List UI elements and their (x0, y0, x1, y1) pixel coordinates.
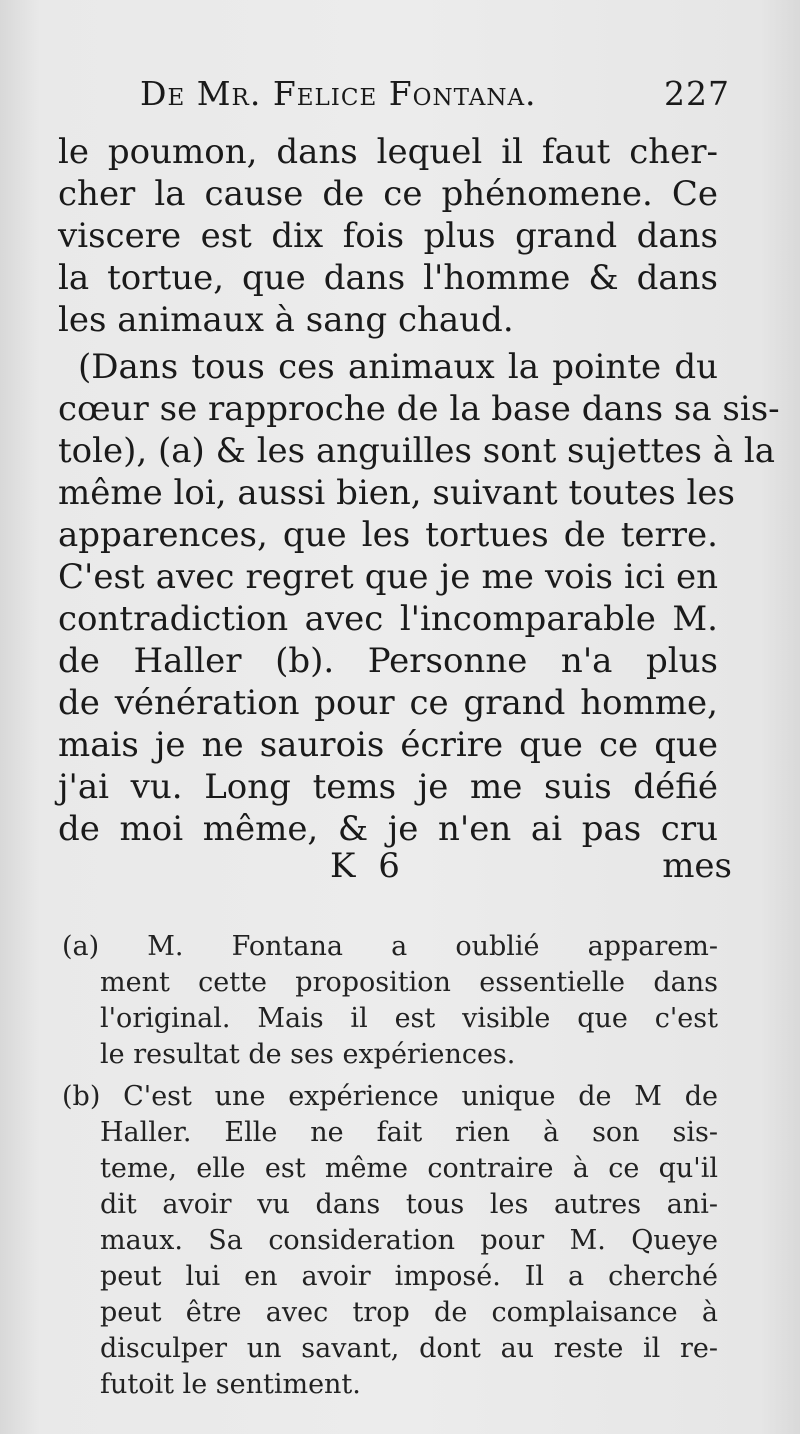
body-line: de moi même, & je n'en ai pas cru (58, 809, 718, 849)
body-line: mais je ne saurois écrire que ce que (58, 725, 718, 765)
footnote-line: teme, elle est même contraire à ce qu'il (100, 1153, 718, 1184)
body-line: cher la cause de ce phénomene. Ce (58, 174, 718, 214)
body-line: (Dans tous ces animaux la pointe du (78, 347, 718, 387)
footnote-line: disculper un savant, dont au reste il re- (100, 1333, 718, 1364)
footnote-line: l'original. Mais il est visible que c'est (100, 1003, 718, 1034)
body-line: cœur se rapproche de la base dans sa sis- (58, 389, 780, 429)
body-line: j'ai vu. Long tems je me suis défié (58, 767, 718, 807)
signature-mark: K 6 (330, 846, 406, 886)
footnote-line: (b) C'est une expérience unique de M de (62, 1081, 718, 1112)
body-line: même loi, aussi bien, suivant toutes les (58, 473, 735, 513)
footnote-line: Haller. Elle ne fait rien à son sis- (100, 1117, 718, 1148)
footnote-line: ment cette proposition essentielle dans (100, 967, 718, 998)
footnote-line: futoit le sentiment. (100, 1369, 361, 1400)
footnote-line: peut lui en avoir imposé. Il a cherché (100, 1261, 718, 1292)
catchword: mes (662, 846, 732, 886)
body-line: C'est avec regret que je me vois ici en (58, 557, 718, 597)
footnote-line: dit avoir vu dans tous les autres ani- (100, 1189, 718, 1220)
body-line: viscere est dix fois plus grand dans (58, 216, 718, 256)
body-line: le poumon, dans lequel il faut cher- (58, 132, 718, 172)
running-title: De Mr. Felice Fontana. (140, 74, 537, 113)
footnote-line: (a) M. Fontana a oublié apparem- (62, 931, 718, 962)
body-line: de Haller (b). Personne n'a plus (58, 641, 718, 681)
body-line: contradiction avec l'incomparable M. (58, 599, 718, 639)
body-line: les animaux à sang chaud. (58, 300, 514, 340)
body-line: de vénération pour ce grand homme, (58, 683, 718, 723)
body-line: tole), (a) & les anguilles sont sujettes à la (58, 431, 775, 471)
footnote-line: le resultat de ses expériences. (100, 1039, 516, 1070)
body-line: la tortue, que dans l'homme & dans (58, 258, 718, 298)
page-header (140, 74, 730, 124)
footnote-line: peut être avec trop de complaisance à (100, 1297, 718, 1328)
body-line: apparences, que les tortues de terre. (58, 515, 718, 555)
footnote-line: maux. Sa consideration pour M. Queye (100, 1225, 718, 1256)
page-number: 227 (664, 74, 730, 113)
